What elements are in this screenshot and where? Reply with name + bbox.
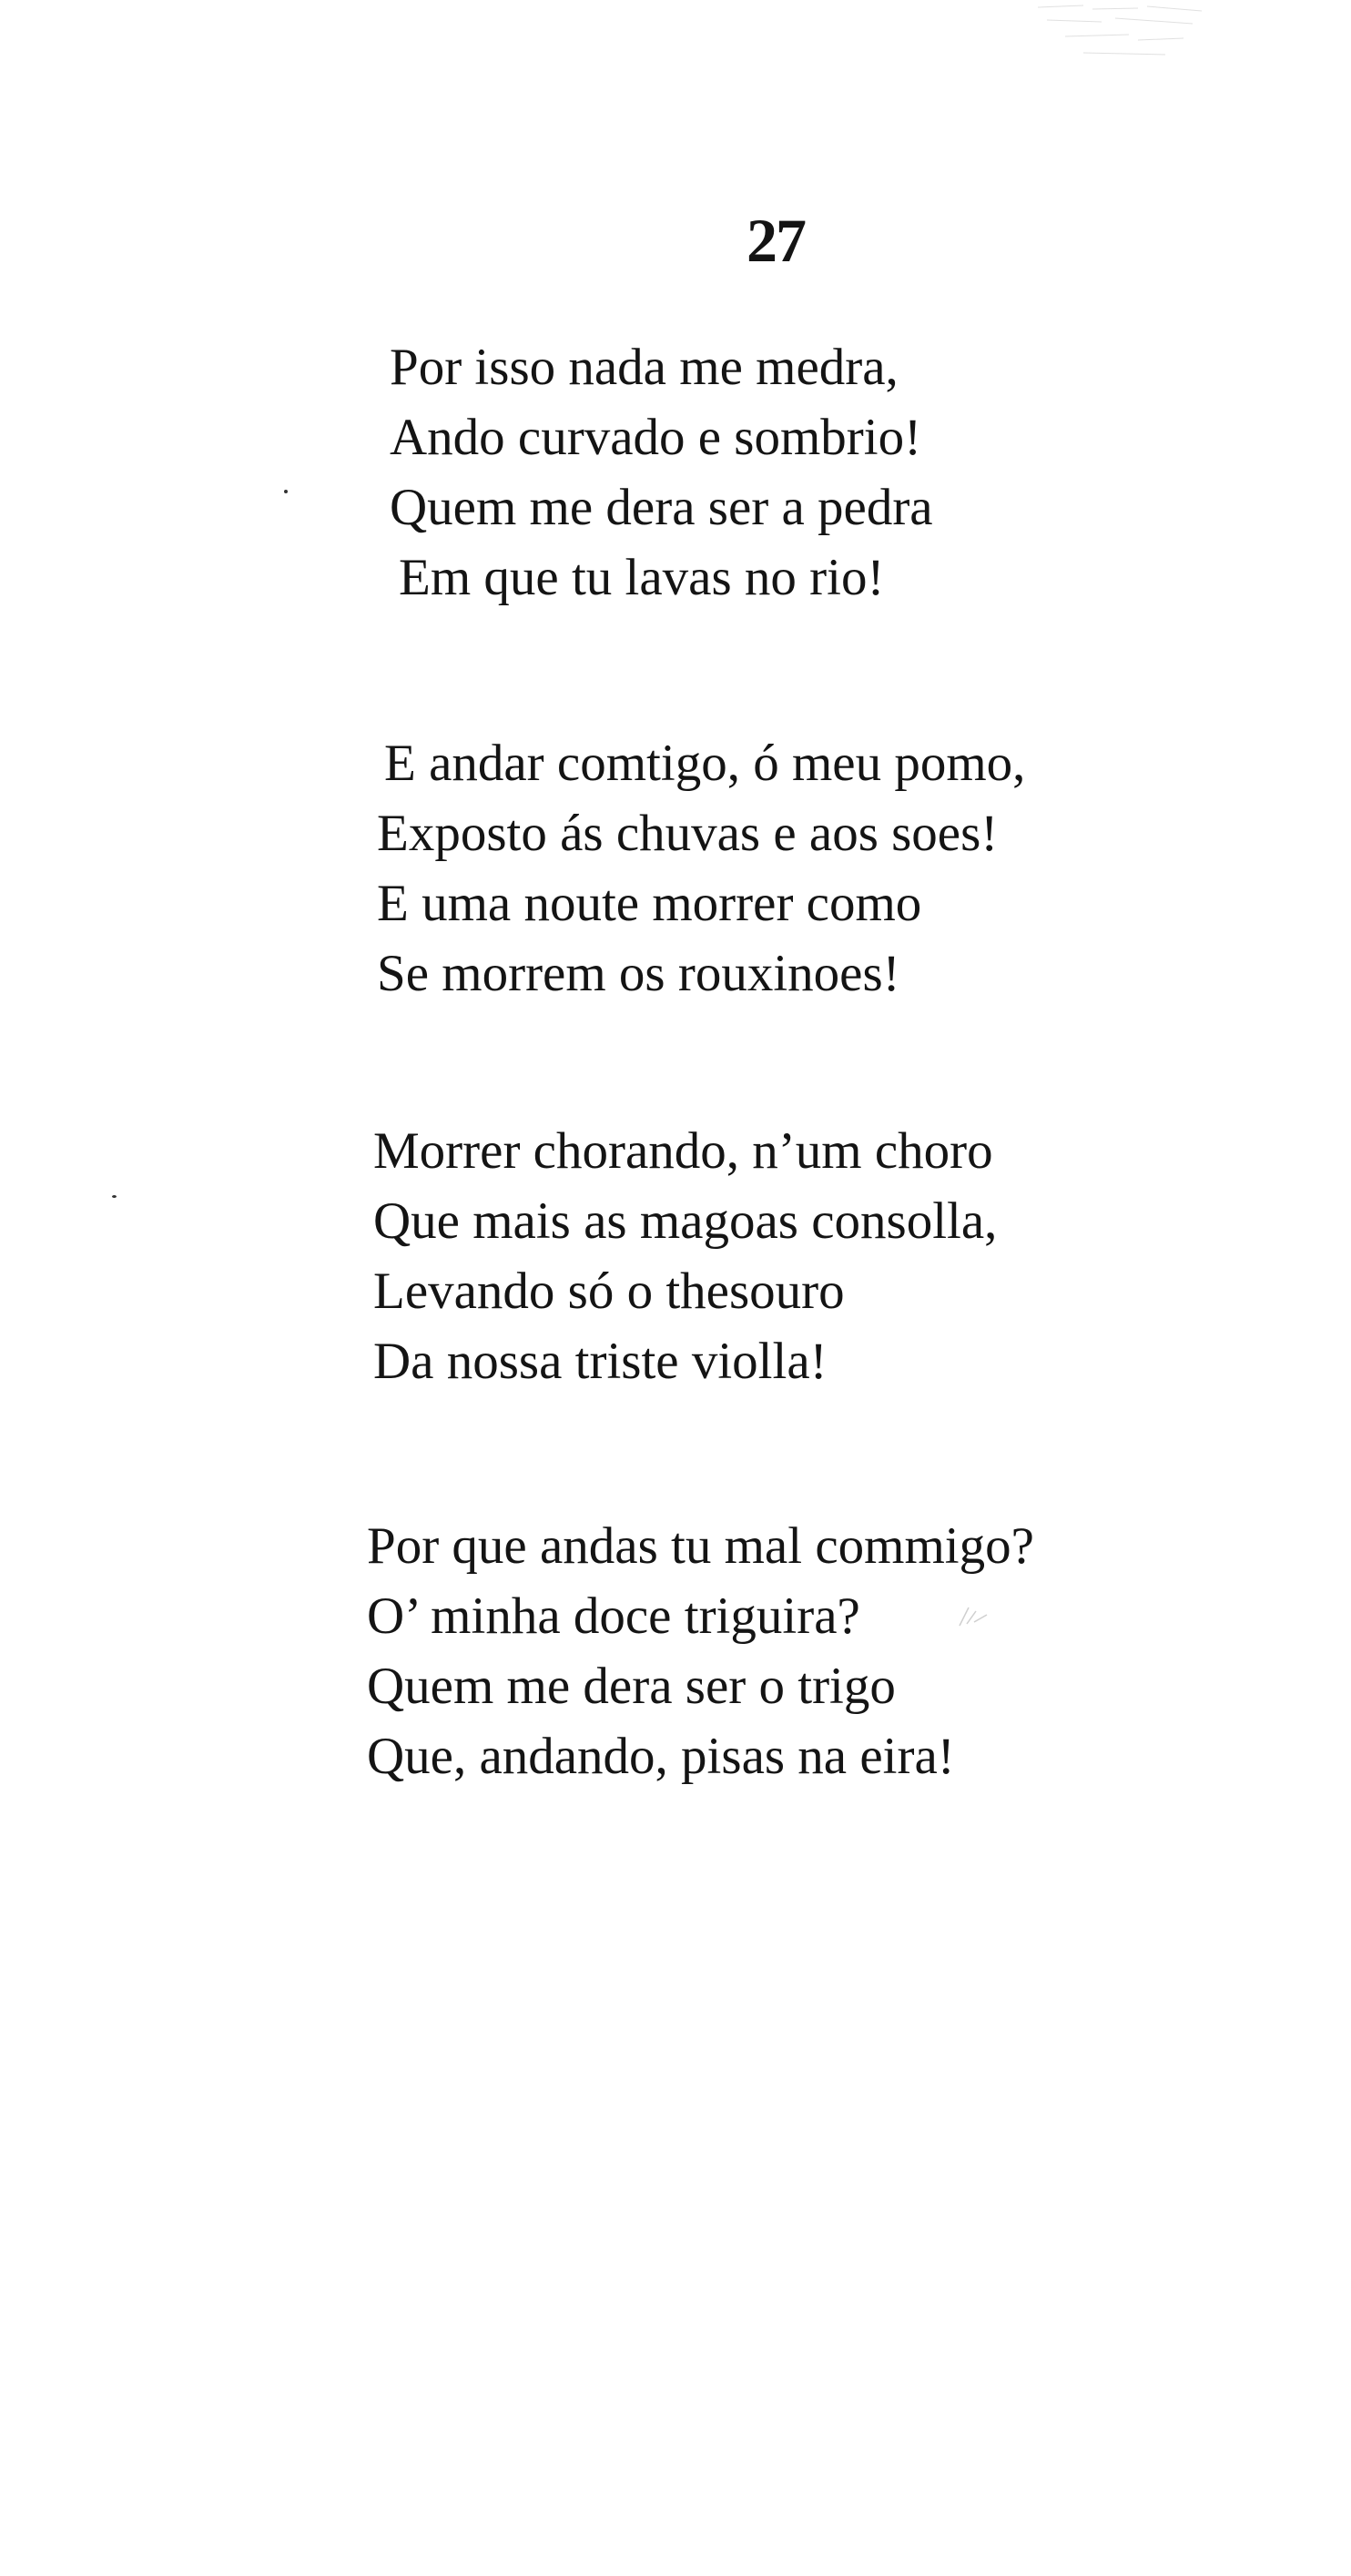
verse-line: Por que andas tu mal commigo? [367, 1517, 1034, 1575]
verse-line: O’ minha doce triguira? [367, 1587, 860, 1645]
verse-line: Que mais as magoas consolla, [373, 1192, 998, 1250]
stanza-2 [0, 728, 1025, 1009]
verse-line: Por isso nada me medra, [390, 339, 899, 396]
ink-speck [284, 490, 288, 493]
verse-line: Se morrem os rouxinoes! [377, 945, 900, 1002]
pencil-smudge [956, 1602, 992, 1629]
stanza-3 [0, 1116, 997, 1396]
verse-line: Levando só o thesouro [373, 1263, 845, 1320]
verse-line: Ando curvado e sombrio! [390, 409, 922, 466]
ink-speck [112, 1195, 117, 1198]
verse-line: Quem me dera ser o trigo [367, 1658, 896, 1715]
verse-line: Quem me dera ser a pedra [390, 479, 933, 536]
stanza-4 [0, 1511, 1034, 1791]
verse-line: Da nossa triste violla! [373, 1333, 828, 1390]
verse-line: Exposto ás chuvas e aos soes! [377, 805, 999, 862]
verse-line: E andar comtigo, ó meu pomo, [384, 735, 1026, 792]
verse-line: Morrer chorando, n’um choro [373, 1122, 993, 1180]
verse-line: E uma noute morrer como [377, 875, 922, 932]
stanza-1 [0, 332, 933, 613]
page-number: 27 [747, 206, 805, 275]
verse-line: Que, andando, pisas na eira! [367, 1728, 955, 1785]
ink-bleed-mark [1029, 0, 1211, 64]
verse-line: Em que tu lavas no rio! [399, 549, 885, 606]
